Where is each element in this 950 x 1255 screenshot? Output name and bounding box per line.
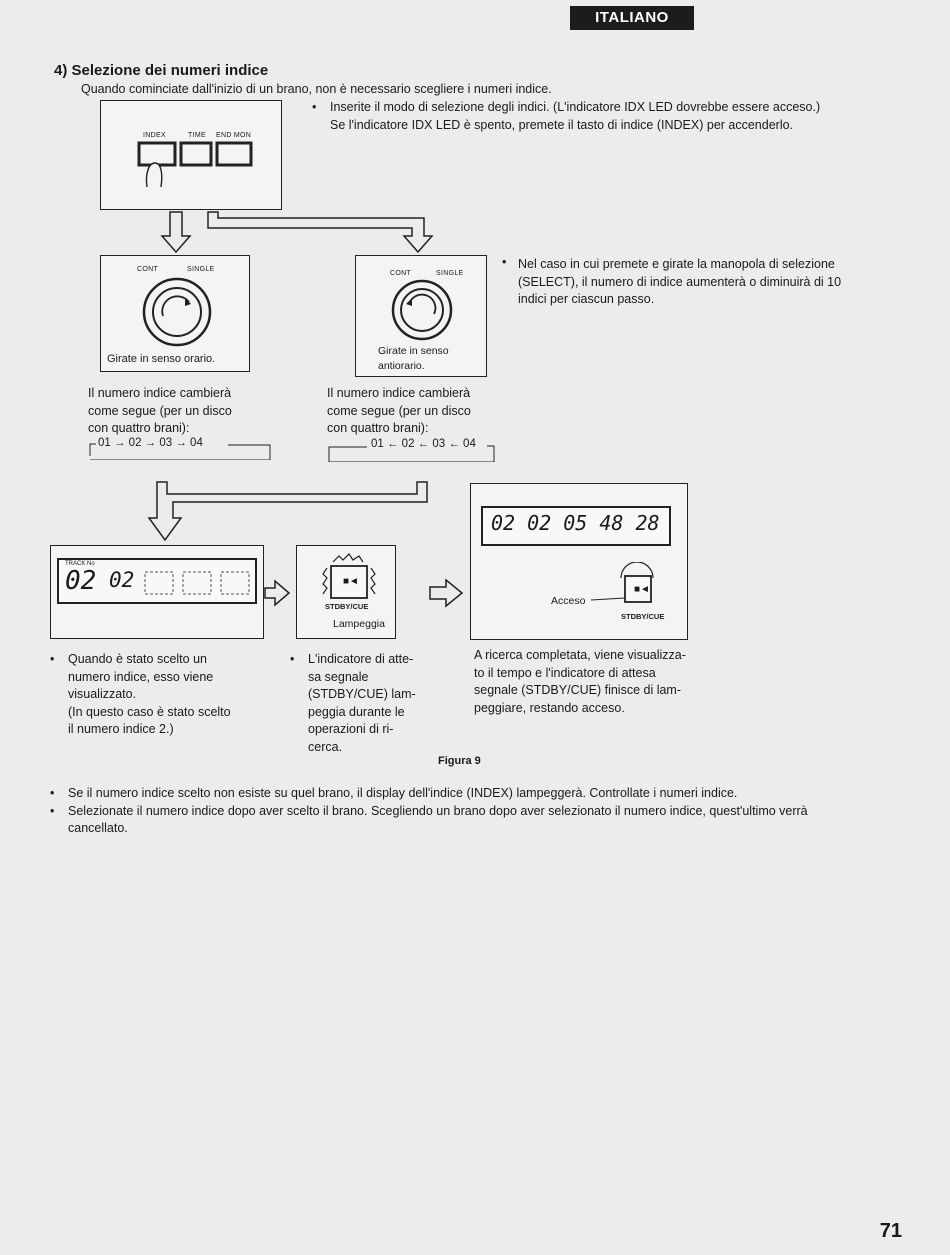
- sequence-backward: [327, 438, 497, 462]
- knob-right-caption-2: antiorario.: [378, 360, 425, 372]
- display-left-panel: [50, 545, 264, 639]
- caption-mid-5: operazioni di ri-: [308, 722, 394, 736]
- knob-right-text-1: Il numero indice cambierà: [327, 386, 471, 400]
- step1-text: • Inserite il modo di selezione degli indici. (L'indicatore IDX LED dovrebbe essere acceso.) Se l'indicatore IDX LED è spento, premete il tasto di indice (INDEX) per accenderlo.: [312, 99, 882, 134]
- caption-mid-2: sa segnale: [308, 669, 369, 684]
- display-mid-panel: [296, 545, 396, 639]
- caption-left-1: Quando è stato scelto un: [68, 652, 207, 666]
- caption-left-3: visualizzato.: [68, 687, 137, 701]
- display-right-panel: [470, 483, 688, 640]
- note-2-continued: [50, 820, 890, 838]
- display-left-empty-digits: [143, 570, 253, 596]
- caption-right-4: peggiare, restando acceso.: [474, 700, 625, 715]
- flow-arrow-right-1: [263, 578, 291, 608]
- note-1: • Se il numero indice scelto non esiste su quel brano, il display dell'indice (INDEX) lampeggerà. Controllate i numeri indice.: [50, 786, 738, 800]
- caption-left-4: (In questo caso è stato scelto: [68, 704, 231, 719]
- flow-arrows-top: [150, 208, 450, 256]
- caption-mid-1: L'indicatore di atte-: [308, 652, 414, 666]
- caption-mid-3: (STDBY/CUE) lam-: [308, 687, 416, 701]
- knob-left-caption: Girate in senso orario.: [107, 353, 216, 365]
- flow-arrow-right-2: [428, 578, 464, 608]
- language-badge: ITALIANO: [570, 6, 694, 30]
- index-buttons-drawing: [131, 139, 261, 191]
- panel-label-endmon: END MON: [216, 132, 252, 139]
- caption-left: • Quando è stato scelto un numero indice, esso viene visualizzato. (In questo caso è stato scelto il numero indice 2.): [50, 651, 250, 739]
- sequence-backward-text: 01 ← 02 ← 03 ← 04: [371, 438, 476, 450]
- caption-mid-4: peggia durante le: [308, 704, 405, 719]
- index-panel: [100, 100, 282, 210]
- select-note-line1: Nel caso in cui premete e girate la manopola di selezione: [518, 257, 835, 271]
- stdby-cue-glyph-right: ■◄: [634, 584, 650, 595]
- stdby-cue-label-mid: STDBY/CUE: [325, 602, 369, 611]
- display-left-track-label: TRACK No: [65, 561, 95, 567]
- caption-right-1: A ricerca completata, viene visualizza-: [474, 648, 686, 662]
- caption-right-3: segnale (STDBY/CUE) finisce di lam-: [474, 683, 682, 697]
- display-mid-caption: Lampeggia: [333, 618, 385, 630]
- panel-label-time: TIME: [188, 132, 206, 139]
- knob-left-text-3: con quattro brani):: [88, 421, 190, 435]
- select-note-line2: (SELECT), il numero di indice aumenterà o diminuirà di 10: [518, 274, 842, 289]
- knob-left-panel: [100, 255, 250, 372]
- step1-line2: Se l'indicatore IDX LED è spento, premete il tasto di indice (INDEX) per accenderlo.: [330, 117, 794, 132]
- flow-arrow-convergence: [145, 478, 435, 548]
- knob-left-label-cont: CONT: [137, 266, 159, 273]
- knob-left-label-single: SINGLE: [187, 266, 215, 273]
- panel-label-index: INDEX: [143, 132, 166, 139]
- knob-counterclockwise-icon: [390, 278, 454, 342]
- caption-mid-6: cerca.: [308, 739, 343, 754]
- display-left-digits-b: 02: [109, 568, 135, 592]
- step1-line1: Inserite il modo di selezione degli indici. (L'indicatore IDX LED dovrebbe essere acceso.): [330, 100, 821, 114]
- section-title: 4) Selezione dei numeri indice: [54, 62, 269, 79]
- display-left-digits-a: 02: [65, 566, 97, 596]
- knob-right-text: [327, 385, 517, 438]
- knob-left-text: [88, 385, 278, 438]
- display-right-callout: Acceso: [551, 595, 586, 607]
- knob-right-caption-1: Girate in senso: [378, 345, 449, 357]
- notes: [50, 785, 890, 838]
- display-left-screen: [57, 558, 257, 604]
- caption-right-2: to il tempo e l'indicatore di attesa: [474, 665, 656, 680]
- page-number: 71: [879, 1220, 902, 1242]
- note-2: • Selezionate il numero indice dopo aver scelto il brano. Scegliendo un brano dopo aver selezionato il numero indice, quest'ultimo verrà: [50, 803, 808, 818]
- stdby-cue-glyph-mid: ■◄: [343, 576, 359, 587]
- caption-left-2: numero indice, esso viene: [68, 669, 214, 684]
- stdby-cue-label-right: STDBY/CUE: [621, 612, 665, 621]
- knob-right-label-cont: CONT: [390, 270, 412, 277]
- sequence-forward-text: 01 → 02 → 03 → 04: [98, 437, 203, 449]
- knob-right-label-single: SINGLE: [436, 270, 464, 277]
- display-right-screen: [481, 506, 671, 546]
- caption-mid: • L'indicatore di atte- sa segnale (STDBY/CUE) lam- peggia durante le operazioni di ri- cerca.: [290, 651, 430, 756]
- note-1-text: Se il numero indice scelto non esiste su quel brano, il display dell'indice (INDEX) lampeggerà. Controllate i numeri indice.: [68, 786, 738, 800]
- select-note-line3: indici per ciascun passo.: [518, 292, 655, 306]
- knob-right-text-3: con quattro brani):: [327, 421, 429, 435]
- knob-right-panel: [355, 255, 487, 377]
- display-right-digits: 02 02 05 48 28: [491, 511, 660, 535]
- figure-label: Figura 9: [438, 755, 481, 767]
- section-intro: Quando cominciate dall'inizio di un brano, non è necessario scegliere i numeri indice.: [81, 82, 552, 96]
- caption-left-5: il numero indice 2.): [68, 722, 174, 736]
- caption-right: [474, 647, 704, 717]
- sequence-forward: [88, 438, 273, 460]
- select-note: • Nel caso in cui premete e girate la manopola di selezione (SELECT), il numero di indice aumenterà o diminuirà di 10 indici per ciascun passo.: [502, 256, 872, 309]
- knob-clockwise-icon: [141, 276, 213, 348]
- knob-left-text-2: come segue (per un disco: [88, 403, 232, 418]
- note-2-cont-text: cancellato.: [68, 821, 128, 835]
- knob-left-text-1: Il numero indice cambierà: [88, 386, 232, 400]
- note-2-text: Selezionate il numero indice dopo aver scelto il brano. Scegliendo un brano dopo aver selezionato il numero indice, quest'ultimo verrà: [68, 803, 808, 818]
- knob-right-text-2: come segue (per un disco: [327, 403, 471, 418]
